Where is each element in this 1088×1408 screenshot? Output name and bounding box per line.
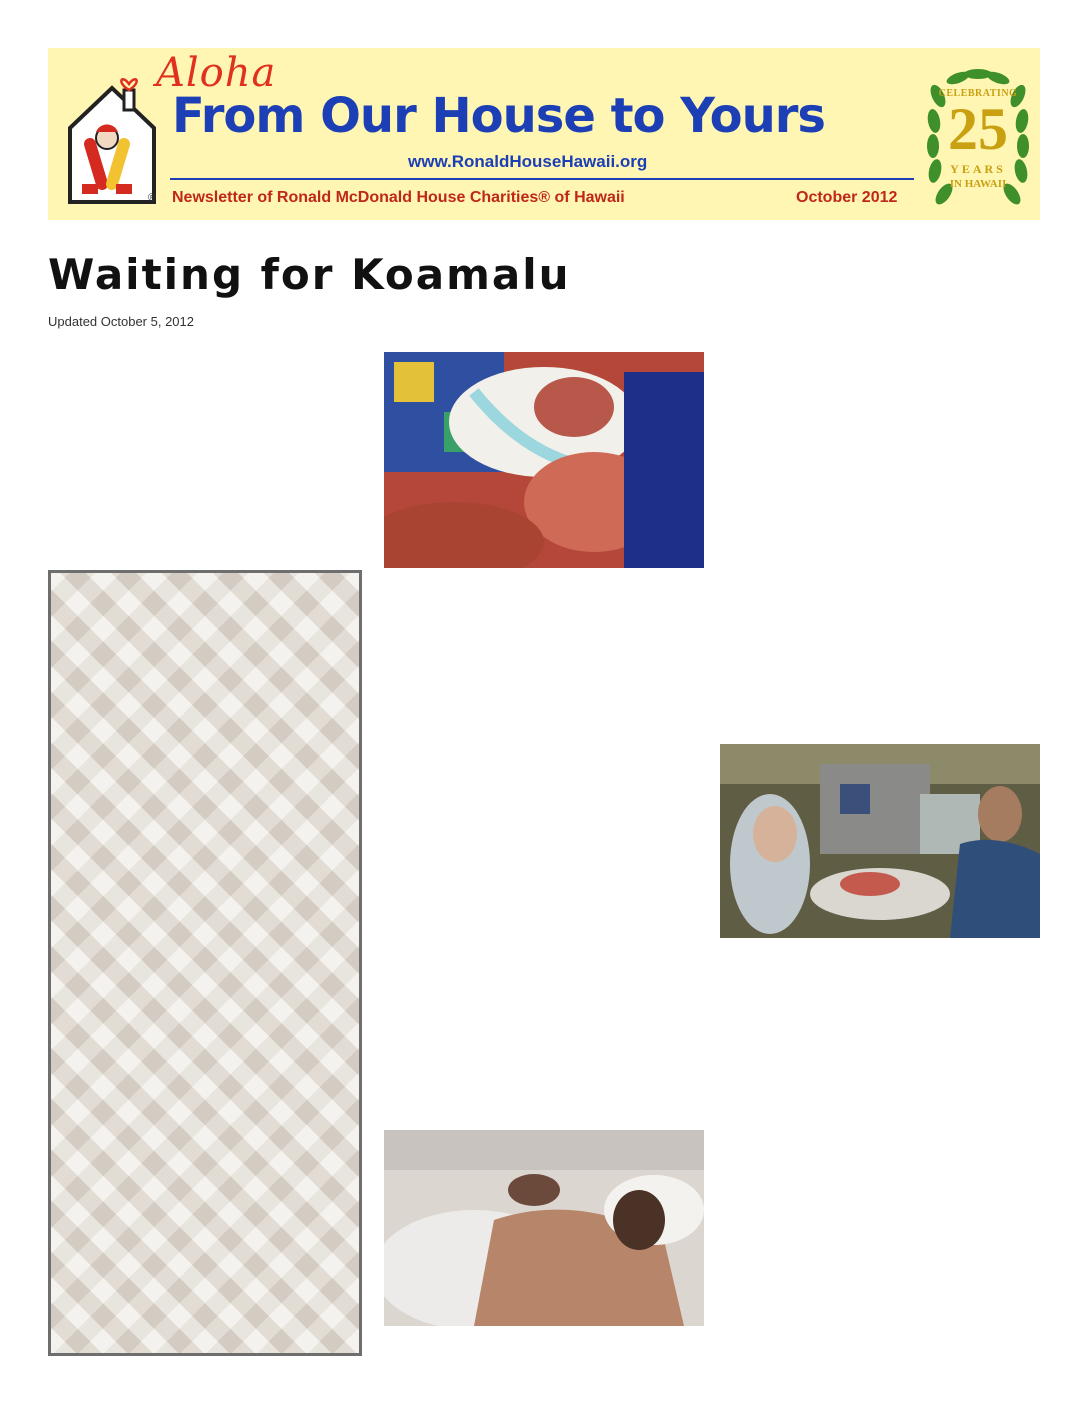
article-body-column-3-bottom (720, 990, 1040, 1290)
issue-date: October 2012 (796, 189, 898, 206)
ronald-house-logo-icon (62, 66, 162, 206)
badge-in-hawaii: IN HAWAII (949, 178, 1007, 190)
badge-celebrating: CELEBRATING (938, 88, 1018, 99)
masthead-rule (170, 178, 914, 180)
registered-mark: ® (148, 192, 157, 204)
sidebar-box (48, 570, 362, 1356)
website-link[interactable]: www.RonaldHouseHawaii.org (408, 152, 648, 171)
photo-father-with-baby (384, 1130, 704, 1326)
article-body-column-3-top (720, 352, 1040, 730)
badge-years: YEARS (950, 162, 1006, 176)
newsletter-subtitle: Newsletter of Ronald McDonald House Charities® of Hawaii (172, 189, 625, 206)
photo-parents-at-incubator (720, 744, 1040, 938)
article-body-column-2 (384, 598, 700, 1122)
newsletter-title: From Our House to Yours (172, 88, 825, 144)
article-body-column-1 (48, 352, 356, 502)
photo-newborn-in-blanket (384, 352, 704, 568)
aloha-script: Aloha (156, 50, 277, 96)
badge-number: 25 (948, 96, 1008, 162)
updated-date: Updated October 5, 2012 (48, 314, 194, 329)
article-headline: Waiting for Koamalu (48, 250, 571, 299)
anniversary-badge (924, 66, 1032, 216)
masthead (48, 48, 1040, 220)
